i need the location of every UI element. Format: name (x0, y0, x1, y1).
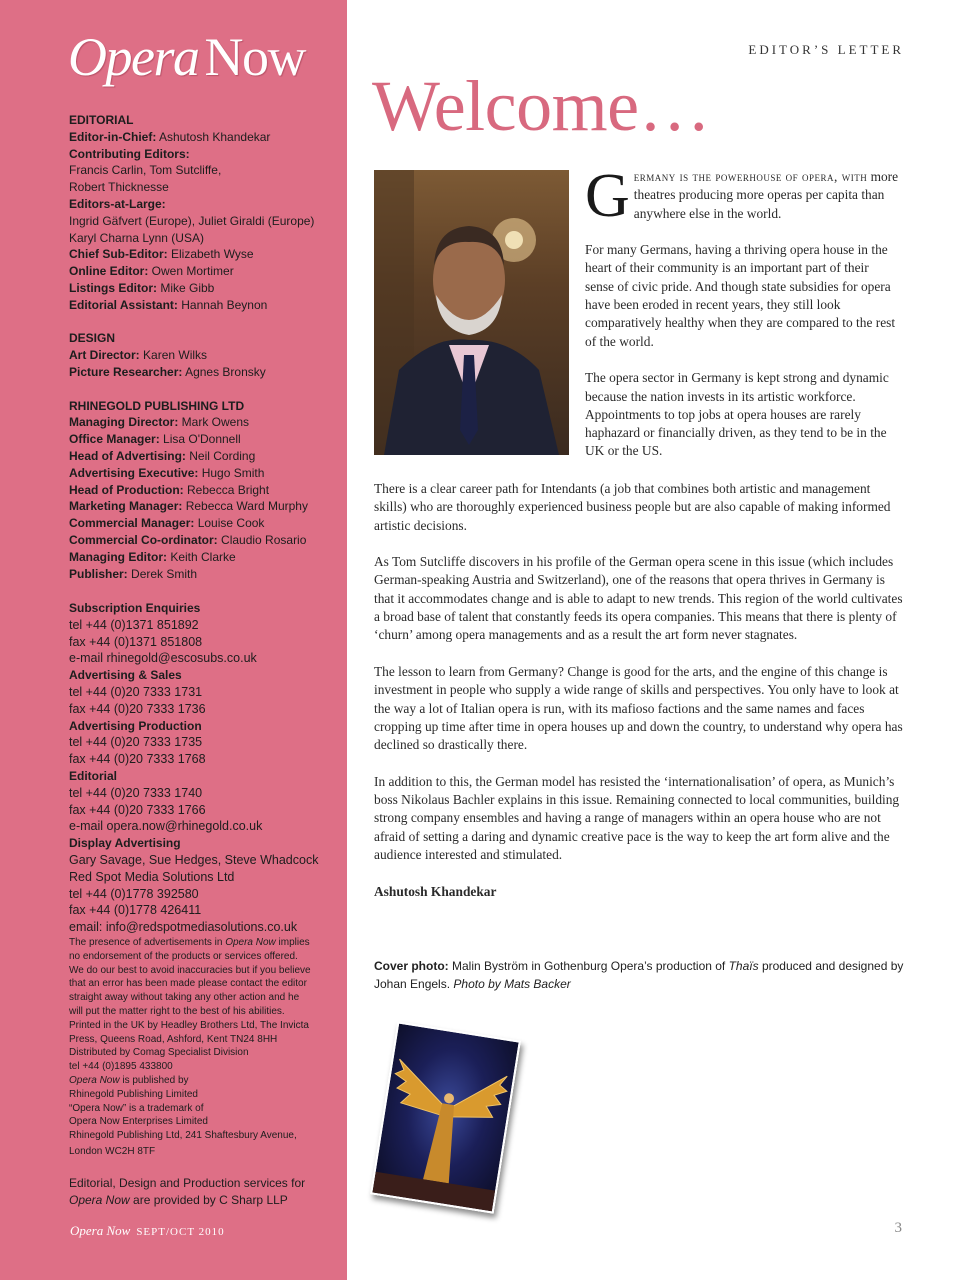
credit-label: Advertising & Sales (69, 668, 182, 683)
credit-value: email: info@redspotmediasolutions.co.uk (69, 920, 298, 935)
credit-line (69, 600, 339, 617)
credit-label: Head of Production: (69, 482, 184, 497)
credit-label: Commercial Manager: (69, 516, 195, 531)
credit-line (69, 482, 339, 499)
credit-value: e-mail opera.now@rhinegold.co.uk (69, 819, 263, 834)
credit-value: Ashutosh Khandekar (156, 129, 271, 144)
credit-line (69, 751, 339, 768)
intro-paragraphs: Germany is the powerhouse of opera, with more theatres producing more operas per capita than anywhere else in the world. For many Germans, having a thriving opera house in the heart of their community is an important part of their sense of civic pride. And though state subsidies for opera have been eroded in recent years, they still look comparatively healthy when they are compared to the rest of the world. The opera sector in Germany is kept strong and dynamic because the nation invests in its artistic workforce. Appointments to top jobs at opera houses are rarely haphazard or financially driven, as they tend to be in the UK or the US. (585, 168, 900, 479)
spacer (69, 381, 339, 398)
credit-line (69, 650, 339, 667)
credit-line (69, 835, 339, 852)
credit-line (69, 667, 339, 684)
article-paragraph: For many Germans, having a thriving opera house in the heart of their community is an important part of their sense of civic pride. And though state subsidies for opera have been eroded in recent years, they still look comparatively healthy when they are compared to the rest of the world. (585, 242, 896, 349)
footer-brand: Opera Now (70, 1223, 131, 1238)
credit-label: Subscription Enquiries (69, 601, 201, 615)
credit-label: Display Advertising (69, 836, 181, 851)
credit-line (69, 886, 339, 903)
credit-value: tel +44 (0)1778 392580 (69, 886, 199, 901)
credit-value: Francis Carlin, Tom Sutcliffe, (69, 163, 222, 178)
logo-word-opera: Opera (68, 27, 199, 87)
credit-line (69, 701, 339, 718)
credit-line (69, 566, 339, 583)
credit-label: Publisher: (69, 566, 128, 581)
credit-value: Ingrid Gäfvert (Europe), Juliet Giraldi (Europe) (69, 213, 315, 228)
credit-label: Contributing Editors: (69, 146, 190, 161)
credit-line (69, 734, 339, 751)
credit-line (69, 347, 339, 364)
credit-line (69, 617, 339, 634)
credit-line (69, 280, 339, 297)
credit-line (69, 768, 339, 785)
credit-label: Managing Director: (69, 415, 179, 430)
credit-line (69, 465, 339, 482)
article-paragraph: The lesson to learn from Germany? Change is good for the arts, and the engine of this change is investment in people who supply a wide range of skills and perspectives. You only have to look at the way a lot of Italian opera is run, with its mafioso factions and the same names and faces cropping up time after time in opera houses up and down the country, to understand why opera has declined so drastically there. (374, 663, 903, 753)
footer-issue-date: SEPT/OCT 2010 (136, 1226, 225, 1238)
author-signature: Ashutosh Khandekar (374, 883, 497, 899)
credit-line (69, 179, 339, 196)
credit-line (69, 213, 339, 230)
credit-line (69, 448, 339, 465)
credit-value: Rebecca Ward Murphy (182, 499, 308, 514)
credit-label: RHINEGOLD PUBLISHING LTD (69, 398, 245, 413)
credit-label: Chief Sub-Editor: (69, 247, 168, 262)
credit-label: Listings Editor: (69, 280, 157, 295)
credit-value: Keith Clarke (167, 549, 236, 564)
credit-value: Owen Mortimer (148, 264, 234, 279)
cover-photo-credit: Cover photo: Malin Byström in Gothenburg Opera’s production of Thaïs produced and designed by Johan Engels. Photo by Mats Backer (374, 959, 904, 991)
page-title: Welcome… (372, 66, 711, 146)
credit-label: DESIGN (69, 331, 116, 346)
credit-value: Neil Cording (185, 448, 256, 463)
credit-line (69, 785, 339, 802)
credit-value: Mark Owens (178, 415, 250, 430)
article-body (374, 480, 904, 901)
production-services-note: Editorial, Design and Production services for Opera Now are provided by C Sharp LLP (69, 1176, 306, 1207)
credit-label: Advertising Production (69, 718, 202, 733)
credit-value: Mike Gibb (157, 280, 215, 295)
credit-line (69, 498, 339, 515)
credit-value: fax +44 (0)1371 851808 (69, 634, 203, 649)
article-paragraph: There is a clear career path for Intendants (a job that combines both artistic and management skills) who are thoroughly experienced business people but are also capable of making informed artistic decisions. (374, 481, 891, 533)
cover-thumbnail-photo (370, 1021, 521, 1213)
credit-label: Advertising Executive: (69, 465, 199, 480)
masthead-sidebar (0, 0, 347, 1280)
credit-value: tel +44 (0)20 7333 1735 (69, 735, 203, 750)
credit-line (69, 802, 339, 819)
drop-cap: G (585, 162, 630, 230)
credit-value: Derek Smith (127, 566, 198, 581)
credit-line (69, 230, 339, 247)
credit-line (69, 532, 339, 549)
credit-label: Editors-at-Large: (69, 196, 166, 211)
credit-value: Karyl Charna Lynn (USA) (69, 230, 204, 245)
credit-line (69, 196, 339, 213)
credit-line (69, 246, 339, 263)
credit-line (69, 263, 339, 280)
credit-line (69, 869, 339, 886)
credit-label: EDITORIAL (69, 113, 134, 127)
credit-value: Red Spot Media Solutions Ltd (69, 869, 235, 884)
footer-issue (70, 1223, 225, 1239)
credit-line (69, 129, 339, 146)
section-label: EDITOR’S LETTER (748, 42, 904, 57)
credit-value: tel +44 (0)20 7333 1731 (69, 684, 203, 699)
credit-value: Lisa O'Donnell (159, 432, 241, 447)
credit-line (69, 431, 339, 448)
disclaimer: The presence of advertisements in Opera Now implies no endorsement of the products or services offered. We do our best to avoid inaccuracies but if you believe that an error has been made please contact the editor straight away without taking any other action and he will put the matter right to the best of his abilities. Printed in the UK by Headley Brothers Ltd, The Invicta Press, Queens Road, Ashford, Kent TN24 8HH Distributed by Comag Specialist Division tel +44 (0)1895 433800 Opera Now is published by Rhinegold Publishing Limited “Opera Now” is a trademark of Opera Now Enterprises Limited Rhinegold Publishing Ltd, 241 Shaftesbury Avenue, London WC2H 8TF (69, 937, 311, 1157)
credit-line (69, 818, 339, 835)
staff-credits (69, 112, 339, 582)
credit-line (69, 112, 339, 129)
credit-line (69, 297, 339, 314)
credit-label: Art Director: (69, 348, 140, 363)
opera-now-logo (68, 27, 305, 87)
credit-line (69, 330, 339, 347)
credit-label: Head of Advertising: (69, 448, 186, 463)
credit-line (69, 549, 339, 566)
credit-line (69, 684, 339, 701)
credit-value: Karen Wilks (139, 348, 208, 363)
credit-label: Marketing Manager: (69, 499, 183, 514)
credit-line (69, 162, 339, 179)
credit-label: Managing Editor: (69, 549, 167, 564)
credit-label: Picture Researcher: (69, 364, 183, 379)
credit-value: Elizabeth Wyse (167, 247, 254, 262)
credit-value: Robert Thicknesse (69, 180, 169, 195)
credit-value: fax +44 (0)20 7333 1768 (69, 752, 206, 767)
article-paragraph: In addition to this, the German model has resisted the ‘internationalisation’ of opera, as Munich’s boss Nikolaus Bachler explains in this issue. Remaining connected to local communities, building strong company ensembles and having a range of managers within an opera house who are not afraid of setting a daring and dynamic creative pace is the way to keep the art form alive and the audience interested and stimulated. (374, 773, 900, 862)
credit-value: tel +44 (0)20 7333 1740 (69, 785, 203, 800)
credit-value: Louise Cook (194, 516, 265, 531)
credit-line (69, 414, 339, 431)
contact-details (69, 600, 339, 936)
credit-value: tel +44 (0)1371 851892 (69, 617, 199, 632)
article-paragraph: As Tom Sutcliffe discovers in his profile of the German opera scene in this issue (which includes German-speaking Austria and Switzerland), one of the reasons that opera thrives in Germany is that it accommodates change and is able to adapt to new trends. This region of the world cultivates a broad base of talent that constantly feeds its opera companies. This means that there is plenty of ‘churn’ among opera managements and as a result the art form never stagnates. (374, 554, 903, 643)
credit-line (69, 852, 339, 869)
editor-portrait-photo (374, 170, 569, 455)
credit-line (69, 398, 339, 415)
credit-label: Editorial Assistant: (69, 297, 178, 312)
page-number: 3 (894, 1220, 902, 1236)
credit-label: Editor-in-Chief: (69, 129, 157, 144)
credit-line (69, 634, 339, 651)
credit-value: Hugo Smith (198, 465, 265, 480)
credit-value: fax +44 (0)20 7333 1766 (69, 802, 206, 817)
credit-value: fax +44 (0)1778 426411 (69, 903, 202, 918)
credit-label: Editorial (69, 768, 118, 783)
credit-value: e-mail rhinegold@escosubs.co.uk (69, 651, 257, 666)
credit-value: Agnes Bronsky (182, 364, 266, 379)
credit-line (69, 718, 339, 735)
credit-label: Online Editor: (69, 264, 149, 279)
credit-line (69, 919, 339, 936)
credit-value: Claudio Rosario (217, 532, 307, 547)
credit-value: Hannah Beynon (177, 297, 268, 312)
credit-label: Commercial Co-ordinator: (69, 532, 218, 547)
credit-line (69, 364, 339, 381)
spacer (69, 314, 339, 331)
article-paragraph: The opera sector in Germany is kept strong and dynamic because the nation invests in its artistic workforce. Appointments to top jobs at opera houses are rarely haphazard or financially driven, as they tend to be in the UK or the US. (585, 370, 889, 459)
logo-word-now: Now (204, 27, 305, 87)
credit-value: Rebecca Bright (183, 482, 270, 497)
credit-value: Gary Savage, Sue Hedges, Steve Whadcock (69, 852, 319, 867)
credit-label: Office Manager: (69, 432, 160, 447)
credit-line (69, 515, 339, 532)
credit-value: fax +44 (0)20 7333 1736 (69, 701, 206, 716)
credit-line (69, 902, 339, 919)
credit-line (69, 146, 339, 163)
